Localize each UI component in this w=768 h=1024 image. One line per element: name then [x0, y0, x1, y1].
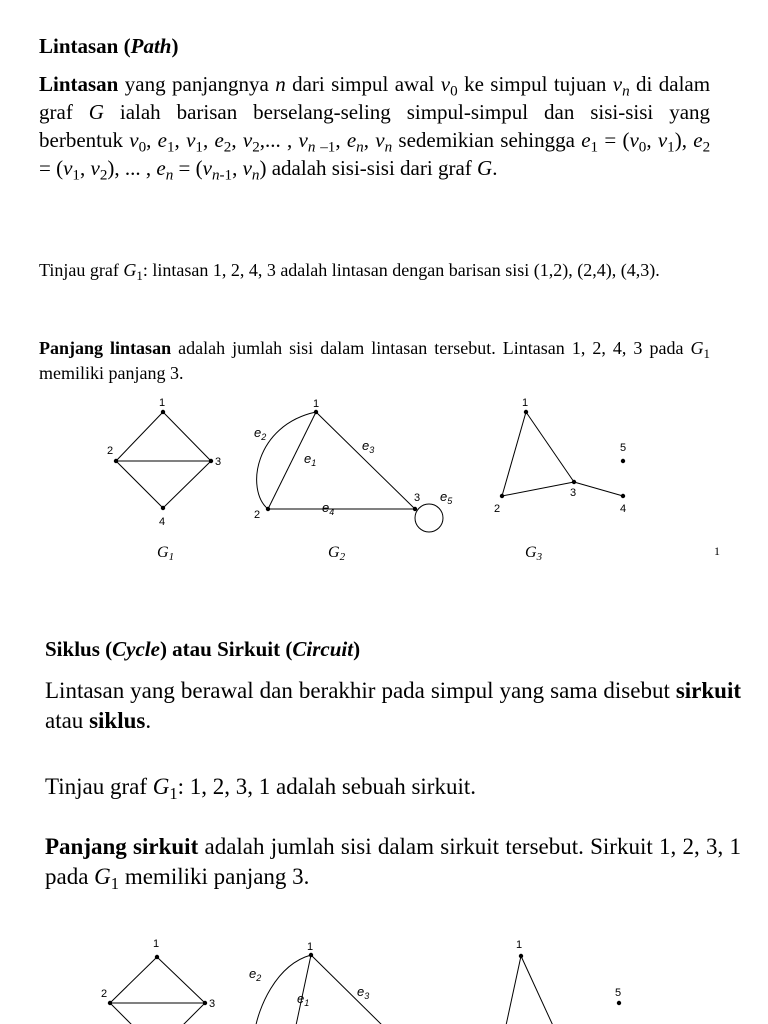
- path-definition-paragraph: Lintasan yang panjangnya n dari simpul awal $v_0$ ke simpul tujuan $v_n$ di dalam graf G ialah barisan berselang-seling simpul-simpul dan sisi-sisi yang berbentuk $v_0$, $e_1$, $v_1$, $e_2$, $v_2$,... , $v_n$ $_{-1}$, $e_n$, $v_n$ sedemikian sehingga $e_1 = (v_0$, $v_1$), $e_2 = (v_1$, $v_2$), ... , $e_n = (v_{n-1}$, $v_n$) adalah sisi-sisi dari graf G.: [39, 72, 711, 184]
- g3-vertex-2: 2: [494, 503, 501, 515]
- section-heading-path: Lintasan (Path): [39, 34, 179, 58]
- g1b-vertex-2: 2: [101, 988, 108, 1000]
- g2-edge-e3: $e_3$: [362, 438, 375, 455]
- g3-vertex-1: 1: [522, 397, 529, 409]
- graph-label-g2: G2: [328, 544, 346, 563]
- g2-vertex-3: 3: [414, 492, 421, 504]
- path-example-paragraph: Tinjau graf $G_1$: lintasan 1, 2, 4, 3 adalah lintasan dengan barisan sisi (1,2), (2,4), (4,3).: [39, 260, 660, 283]
- g2-edge-e2: $e_2$: [254, 425, 267, 442]
- g2-vertex-2: 2: [254, 509, 261, 521]
- g3b-vertex-1: 1: [516, 939, 523, 951]
- g2b-edge-e3: $e_3$: [357, 984, 370, 1001]
- cycle-length-paragraph: Panjang sirkuit adalah jumlah sisi dalam sirkuit tersebut. Sirkuit 1, 2, 3, 1 pada $G_1$ memiliki panjang 3.: [45, 834, 742, 893]
- g1b-vertex-3: 3: [209, 998, 216, 1010]
- g2-vertex-1: 1: [313, 398, 320, 410]
- cycle-definition-paragraph: Lintasan yang berawal dan berakhir pada simpul yang sama disebut sirkuit atau siklus.: [45, 678, 741, 733]
- g1-vertex-3: 3: [215, 456, 222, 468]
- g1-vertex-2: 2: [107, 445, 114, 457]
- page-number: 1: [714, 544, 720, 558]
- g3-vertex-4: 4: [620, 503, 627, 515]
- graph-label-g3: G3: [525, 544, 543, 563]
- cycle-example-paragraph: Tinjau graf $G_1$: 1, 2, 3, 1 adalah sebuah sirkuit.: [45, 774, 476, 803]
- g2-edge-e5: $e_5$: [440, 489, 453, 506]
- g3b-vertex-5: 5: [615, 987, 622, 999]
- section-heading-cycle: Siklus (Cycle) atau Sirkuit (Circuit): [45, 637, 361, 661]
- g2-edge-e4: $e_4$: [322, 500, 335, 517]
- g2b-vertex-1: 1: [307, 941, 314, 953]
- g2-edge-e1: $e_1$: [304, 451, 317, 468]
- g3-vertex-3: 3: [570, 487, 577, 499]
- graph-label-g1: G1: [157, 544, 175, 563]
- g2b-edge-e1: $e_1$: [297, 991, 310, 1008]
- g1-vertex-1: 1: [159, 397, 166, 409]
- g3-vertex-5: 5: [620, 442, 627, 454]
- graph-figure-1: [0, 390, 768, 580]
- g1b-vertex-1: 1: [153, 938, 160, 950]
- graph-figure-2: [0, 930, 768, 1024]
- g1-vertex-4: 4: [159, 516, 166, 528]
- path-length-paragraph: Panjang lintasan adalah jumlah sisi dalam lintasan tersebut. Lintasan 1, 2, 4, 3 pada $G_1$ memiliki panjang 3.: [39, 338, 710, 383]
- g2b-edge-e2: $e_2$: [249, 966, 262, 983]
